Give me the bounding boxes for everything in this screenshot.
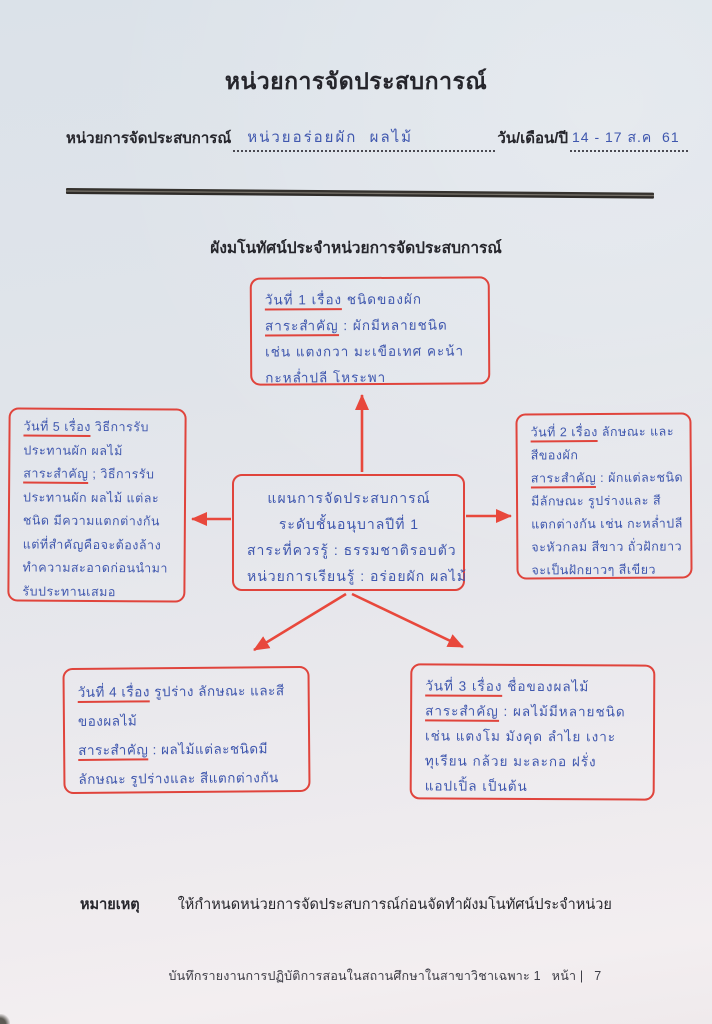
handwritten-text: เช่น แตงกวา มะเขือเทศ คะน้า	[265, 343, 465, 360]
handwritten-text: ทุเรียน กล้วย มะละกอ ฝรั่ง	[424, 753, 597, 770]
mindmap-box-day3	[410, 663, 656, 800]
date-label: วัน/เดือน/ปี	[497, 130, 568, 147]
handwritten-text: รูปร่าง ลักษณะ และสี	[149, 683, 285, 700]
handwritten-text: จะเป็นฝักยาวๆ สีเขียว	[531, 562, 657, 578]
handwritten-text: ของผลไม้	[77, 713, 138, 729]
handwritten-line	[23, 533, 172, 558]
handwritten-text: แอปเปิ้ล เป็นต้น	[424, 778, 528, 794]
handwritten-heading-underlined: วันที่ 2 เรื่อง	[531, 425, 598, 442]
handwritten-text: หน่วยการเรียนรู้ : อร่อยผัก ผลไม้	[247, 568, 468, 584]
handwritten-line	[531, 535, 683, 559]
handwritten-text: รับประทานเสมอ	[22, 583, 116, 599]
handwritten-text: : ผักแต่ละชนิด	[596, 470, 684, 486]
handwritten-line	[22, 580, 171, 605]
handwritten-heading-underlined: สาระสำคัญ	[425, 703, 499, 721]
handwritten-line	[265, 286, 476, 313]
handwritten-line	[78, 705, 296, 736]
handwritten-line	[23, 462, 172, 487]
diagram-title: ผังมโนทัศน์ประจำหน่วยการจัดประสบการณ์	[210, 240, 502, 257]
handwritten-line	[425, 748, 641, 774]
handwritten-text: มีลักษณะ รูปร่างและ สี	[530, 493, 662, 509]
handwritten-text: กะหล่ำปลี โหระพา	[265, 369, 387, 386]
handwritten-heading-underlined: วันที่ 5 เรื่อง	[23, 419, 90, 436]
mindmap-box-day1	[250, 276, 491, 385]
handwritten-text: ลักษณะ และ	[597, 424, 675, 440]
handwritten-line	[265, 338, 476, 365]
unit-value-field	[233, 126, 495, 152]
unit-label: หน่วยการจัดประสบการณ์	[66, 130, 232, 147]
arrow-to-day4	[254, 594, 346, 650]
handwritten-line	[531, 512, 683, 536]
handwritten-text: วิธีการรับ	[90, 419, 149, 435]
handwritten-line	[530, 420, 677, 444]
handwritten-text: : ผลไม้มีหลายชนิด	[498, 703, 626, 720]
handwritten-heading-underlined: วันที่ 3 เรื่อง	[425, 678, 502, 696]
handwritten-heading-underlined: วันที่ 1 เรื่อง	[265, 292, 342, 310]
handwritten-heading-underlined: สาระสำคัญ	[78, 742, 148, 761]
handwritten-line	[247, 511, 451, 537]
handwritten-text: : ผลไม้แต่ละชนิดมี	[148, 741, 269, 758]
handwritten-line	[78, 676, 296, 707]
handwritten-text: ; วิธีการรับ	[88, 466, 155, 482]
handwritten-line	[247, 537, 457, 563]
handwritten-text: : ผักมีหลายชนิด	[338, 317, 448, 334]
note-text: ให้กำหนดหน่วยการจัดประสบการณ์ก่อนจัดทำผังมโนทัศน์ประจำหน่วย	[177, 897, 612, 913]
handwritten-line	[23, 509, 172, 534]
handwritten-text: แตกต่างกัน เช่น กะหล่ำปลี	[531, 516, 683, 532]
handwritten-heading-underlined: สาระสำคัญ	[23, 466, 88, 483]
handwritten-line	[23, 439, 172, 464]
handwritten-line	[531, 489, 678, 513]
handwritten-line	[23, 415, 172, 440]
handwritten-text: แต่ที่สำคัญคือจะต้องล้าง	[22, 536, 162, 552]
handwritten-line	[425, 773, 641, 799]
double-rule-divider	[66, 188, 654, 199]
handwritten-line	[247, 563, 468, 589]
unit-value-handwriting: หน่วยอร่อยผัก ผลไม้	[247, 129, 414, 146]
handwritten-text: สีของผัก	[530, 448, 579, 463]
note-row	[80, 893, 612, 916]
handwritten-heading-underlined: สาระสำคัญ	[265, 318, 339, 336]
handwritten-line	[530, 466, 684, 490]
handwritten-line	[22, 556, 171, 581]
handwritten-line	[78, 763, 296, 794]
handwritten-text: ชนิด มีความแตกต่างกัน	[22, 513, 161, 529]
handwritten-text: ชนิดของผัก	[342, 291, 423, 308]
mindmap-box-day2	[515, 412, 692, 579]
handwritten-line	[265, 312, 476, 339]
date-value-field	[570, 126, 688, 152]
page-title: หน่วยการจัดประสบการณ์	[224, 68, 488, 94]
handwritten-text: ประทานผัก ผลไม้ แต่ละ	[23, 489, 160, 505]
handwritten-text: แผนการจัดประสบการณ์	[267, 490, 431, 506]
page-footer: บันทึกรายงานการปฏิบัติการสอนในสถานศึกษาในสาขาวิชาเฉพาะ 1 หน้า | 7	[168, 969, 602, 983]
handwritten-line	[531, 558, 678, 582]
mindmap-box-day4	[62, 666, 310, 794]
handwritten-text: ทำความสะอาดก่อนนำมา	[22, 560, 168, 576]
handwritten-text: ระดับชั้นอนุบาลปีที่ 1	[278, 516, 420, 532]
handwritten-heading-underlined: สาระสำคัญ	[531, 471, 596, 488]
handwritten-text: เช่น แตงโม มังคุด ลำไย เงาะ	[424, 728, 617, 745]
handwritten-line	[425, 698, 641, 724]
handwritten-line	[425, 673, 641, 699]
handwritten-text: ประทานผัก ผลไม้	[23, 442, 123, 458]
mindmap-box-day5	[7, 407, 186, 602]
handwritten-line	[23, 486, 172, 511]
date-value-handwriting: 14 - 17 ส.ค 61	[572, 129, 680, 145]
mindmap-box-center	[232, 474, 468, 591]
handwritten-text: ลักษณะ รูปร่างและ สีแตกต่างกัน	[78, 770, 279, 787]
note-label: หมายเหตุ	[80, 897, 140, 913]
handwritten-text: สาระที่ควรรู้ : ธรรมชาติรอบตัว	[247, 542, 457, 558]
handwritten-line	[78, 734, 296, 765]
handwritten-line	[247, 485, 451, 511]
handwritten-text: จะหัวกลม สีขาว ถั่วฝักยาว	[531, 539, 683, 555]
handwritten-text: ชื่อของผลไม้	[502, 678, 590, 695]
unit-form-row	[66, 126, 690, 152]
handwritten-line	[265, 364, 476, 391]
photo-corner-shadow	[0, 1014, 10, 1024]
handwritten-line	[425, 723, 641, 749]
handwritten-heading-underlined: วันที่ 4 เรื่อง	[78, 684, 150, 703]
handwritten-line	[531, 443, 678, 467]
arrow-to-day3	[352, 594, 463, 647]
